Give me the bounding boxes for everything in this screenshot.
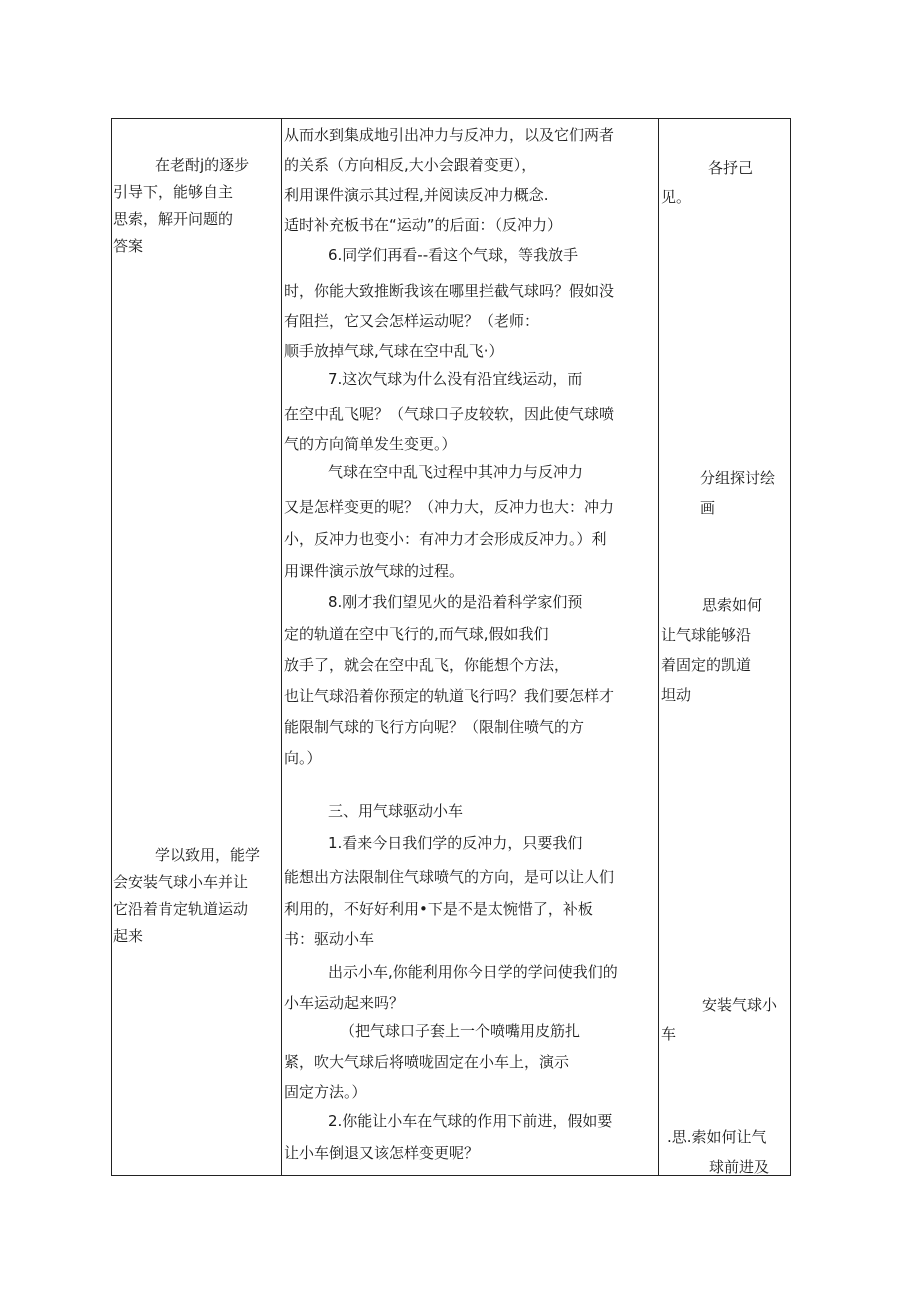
text-line: 学以致用，能学 — [155, 846, 261, 864]
text-line: 画 — [700, 499, 716, 517]
text-line: .思.索如何让气 — [667, 1128, 767, 1146]
text-line: 车 — [661, 1025, 677, 1043]
text-line: 思索如何 — [702, 596, 763, 614]
text-line: 能想出方法限制住气球喷气的方向，是可以让人们 — [284, 868, 615, 886]
text-line: 又是怎样变更的呢？（冲力大，反冲力也大：冲力 — [284, 498, 615, 516]
text-line: 适时补充板书在“运动”的后面：（反冲力） — [284, 216, 563, 234]
text-line: 8.刚才我们望见火的是沿着科学家们预 — [328, 593, 583, 611]
text-line: 放手了，就会在空中乱飞，你能想个方法， — [284, 656, 570, 674]
text-line: 时，你能大致推断我该在哪里拦截气球吗？假如没 — [284, 282, 615, 300]
text-line: 定的轨道在空中飞行的,而气球,假如我们 — [284, 625, 549, 643]
text-line: 也让气球沿着你预定的轨道飞行吗？我们要怎样才 — [284, 687, 615, 705]
text-line: 利用课件演示其过程,并阅读反冲力概念. — [284, 186, 549, 204]
text-line: 答案 — [113, 237, 144, 255]
text-line: 紧，吹大气球后将喷咙固定在小车上，演示 — [284, 1053, 570, 1071]
text-line: 顺手放掉气球,气球在空中乱飞·） — [284, 342, 504, 360]
column-divider — [281, 119, 282, 1175]
text-line: 会安装气球小车并让 — [113, 873, 249, 891]
text-line: 书：驱动小车 — [284, 930, 375, 948]
text-line: 球前进及 — [709, 1158, 770, 1176]
text-line: 小车运动起来吗？ — [284, 994, 405, 1012]
text-line: 分组探讨绘 — [700, 469, 776, 487]
column-divider — [658, 119, 659, 1175]
text-line: 气球在空中乱飞过程中其冲力与反冲力 — [328, 463, 584, 481]
text-line: 小，反冲力也变小：有冲力才会形成反冲力。）利 — [284, 530, 607, 548]
lesson-plan-table — [111, 118, 791, 1176]
text-line: 气的方向简单发生变更。） — [284, 435, 457, 453]
text-line: 引导下，能够自主 — [113, 183, 234, 201]
text-line: 固定方法。） — [284, 1083, 367, 1101]
text-line: 见。 — [661, 188, 692, 206]
section-heading: 三、用气球驱动小车 — [328, 802, 464, 820]
text-line: 让气球能够沿 — [661, 626, 752, 644]
text-line: 从而水到集成地引出冲力与反冲力，以及它们两者 — [284, 126, 615, 144]
text-line: 2.你能让小车在气球的作用下前进，假如要 — [328, 1112, 613, 1130]
text-line: 向。） — [284, 749, 322, 767]
text-line: 起来 — [113, 927, 144, 945]
text-line: 思索，解开问题的 — [113, 210, 234, 228]
text-line: 各抒己 — [708, 159, 754, 177]
text-line: 1.看来今日我们学的反冲力，只要我们 — [328, 834, 583, 852]
text-line: 能限制气球的飞行方向呢？（限制住喷气的方 — [284, 718, 585, 736]
text-line: 它沿着肯定轨道运动 — [113, 900, 249, 918]
text-line: 出示小车,你能利用你今日学的学问使我们的 — [328, 963, 618, 981]
text-line: 有阻拦，它又会怎样运动呢？（老师： — [284, 312, 540, 330]
text-line: （把气球口子套上一个喷嘴用皮筋扎 — [340, 1022, 581, 1040]
text-line: 在空中乱飞呢？（气球口子皮较软，因此使气球喷 — [284, 405, 615, 423]
text-line: 让小车倒退又该怎样变更呢？ — [284, 1144, 480, 1162]
text-line: 在老酎j的逐步 — [155, 156, 250, 174]
text-line: 7.这次气球为什么没有沿宜线运动，而 — [328, 370, 583, 388]
text-line: 着固定的凯道 — [661, 656, 752, 674]
text-line: 利用的，不好好利用•下是不是太惋惜了，补板 — [284, 900, 593, 918]
text-line: 的关系（方向相反,大小会跟着变更）， — [284, 156, 537, 174]
text-line: 6.同学们再看--看这个气球，等我放手 — [328, 246, 579, 264]
text-line: 坦动 — [661, 686, 692, 704]
text-line: 用课件演示放气球的过程。 — [284, 562, 465, 580]
text-line: 安装气球小 — [702, 996, 778, 1014]
